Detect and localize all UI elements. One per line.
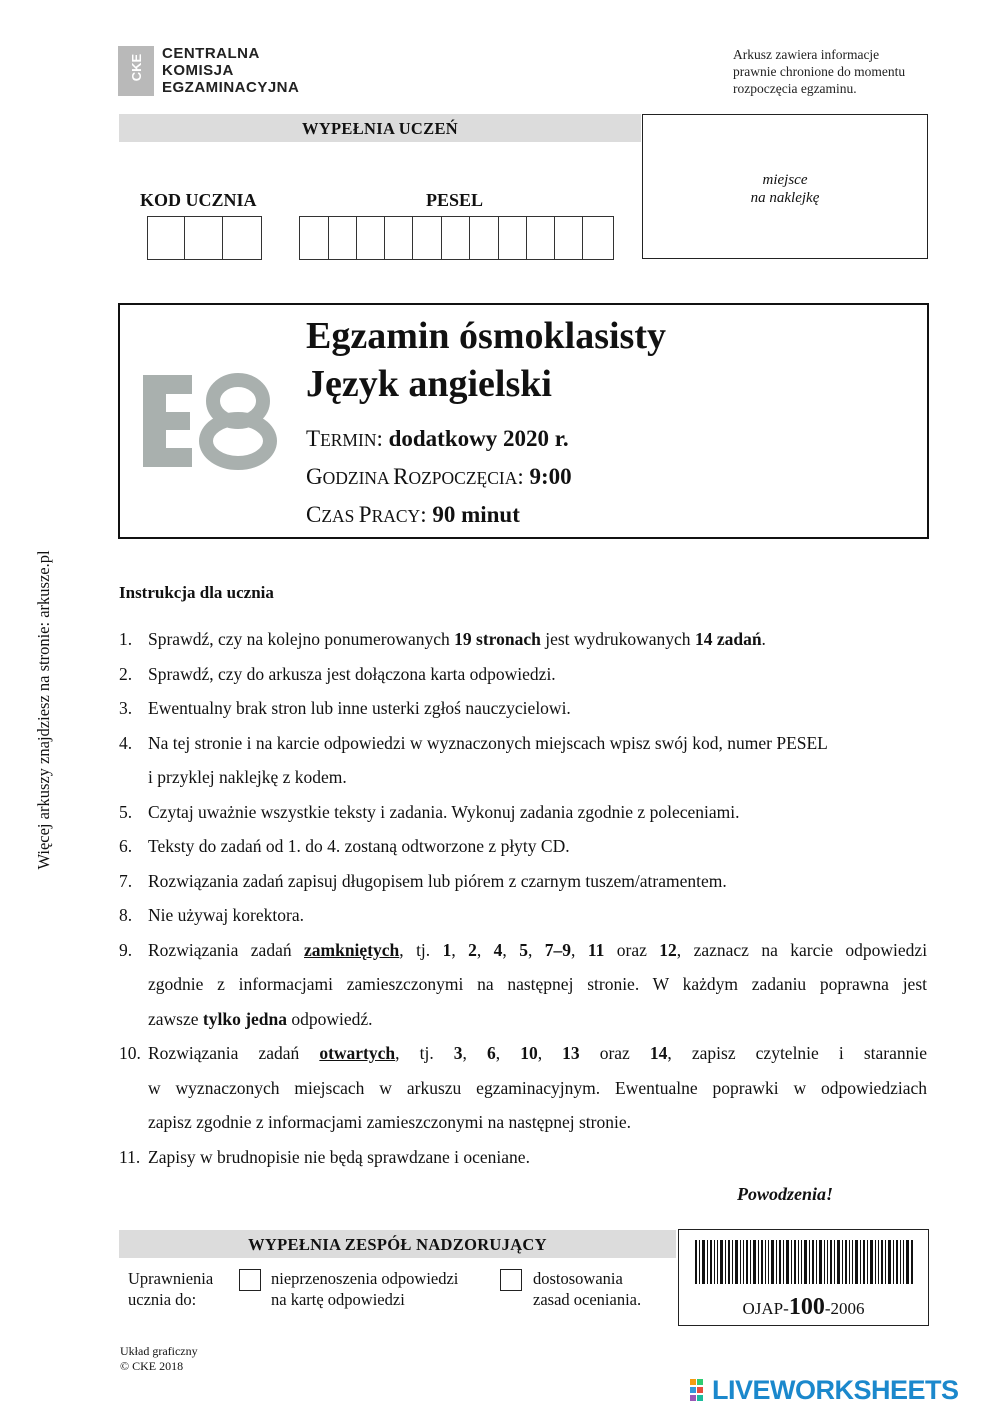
kod-box[interactable] (223, 217, 261, 259)
instructions-heading: Instrukcja dla ucznia (119, 583, 274, 602)
kod-ucznia-label: KOD UCZNIA (140, 190, 257, 210)
pesel-box[interactable] (499, 217, 527, 259)
pesel-box[interactable] (300, 217, 329, 259)
pesel-box[interactable] (555, 217, 583, 259)
exam-name: Egzamin ósmoklasisty (306, 315, 666, 357)
cke-line-2: KOMISJA (162, 62, 234, 79)
list-item: 1. Sprawdź, czy na kolejno ponumerowanych 19 stronach jest wydrukowanych 14 zadań. (119, 629, 766, 649)
exam-subject: Język angielski (306, 363, 552, 405)
pesel-box[interactable] (385, 217, 413, 259)
nieprzenoszenia-label: nieprzenoszenia odpowiedzi na kartę odpowiedzi (271, 1269, 459, 1309)
pesel-box[interactable] (413, 217, 442, 259)
list-item: 3. Ewentualny brak stron lub inne usterki zgłoś nauczycielowi. (119, 698, 571, 718)
pesel-box[interactable] (527, 217, 556, 259)
liveworksheets-text: LIVEWORKSHEETS (712, 1374, 959, 1405)
kod-box[interactable] (185, 217, 222, 259)
e8-logo-text: E8 (40, 272, 42, 273)
kod-ucznia-field[interactable] (147, 216, 262, 260)
dostosowania-checkbox[interactable] (500, 1269, 522, 1291)
list-item: 7. Rozwiązania zadań zapisuj długopisem lub piórem z czarnym tuszem/atramentem. (119, 870, 727, 891)
time-value: 90 minut (432, 502, 520, 527)
nieprzenoszenia-checkbox[interactable] (239, 1269, 261, 1291)
exam-code: OJAP-100-2006 (742, 1294, 865, 1320)
start-value: 9:00 (529, 464, 572, 489)
e8-logo-icon (40, 272, 278, 470)
list-item: 5. Czytaj uważnie wszystkie teksty i zadania. Wykonuj zadania zgodnie z poleceniami. (119, 801, 740, 822)
pesel-box[interactable] (583, 217, 613, 259)
cke-line-3: EGZAMINACYJNA (162, 79, 300, 96)
term-line: TERMIN: dodatkowy 2020 r. (306, 426, 569, 451)
student-band: WYPEŁNIA UCZEŃ (119, 114, 641, 142)
list-item: 9. Rozwiązania zadań zamkniętych, tj. 1, 2, 4, 5, 7–9, 11 oraz 12, zaznacz na karcie odpowiedzi zgodnie z informacjami zamieszczonymi na następnej stronie. W każdym zadaniu poprawna jest zawsze tylko jedna odpowiedź. (119, 939, 928, 1029)
pesel-box[interactable] (329, 217, 357, 259)
cke-logo (118, 46, 328, 98)
pesel-box[interactable] (442, 217, 470, 259)
pesel-box[interactable] (357, 217, 386, 259)
list-item: 10. Rozwiązania zadań otwartych, tj. 3, 6, 10, 13 oraz 14, zapisz czytelnie i starannie w wyznaczonych miejscach w arkuszu egzaminacyjnym. Ewentualne poprawki w odpowiedziach zapisz zgodnie z informacjami zamieszczonymi na następnej stronie. (119, 1043, 927, 1132)
dostosowania-label: dostosowania zasad oceniania. (533, 1269, 642, 1309)
legal-note: Arkusz zawiera informacje prawnie chronione do momentu rozpoczęcia egzaminu. (733, 47, 906, 96)
exam-title (306, 312, 666, 408)
pesel-label: PESEL (426, 190, 484, 210)
term-value: dodatkowy 2020 r. (388, 426, 569, 451)
sticker-label-1: miejsce (762, 172, 808, 188)
instructions-list (119, 622, 927, 1174)
kod-box[interactable] (148, 217, 185, 259)
list-item: 11. Zapisy w brudnopisie nie będą sprawdzane i oceniane. (119, 1146, 530, 1167)
list-item: 8. Nie używaj korektora. (119, 905, 304, 925)
cke-mark-icon: CKE (118, 46, 154, 96)
pesel-box[interactable] (470, 217, 499, 259)
good-luck-text: Powodzenia! (737, 1184, 834, 1204)
start-line: GODZINA ROZPOCZĘCIA: 9:00 (306, 464, 572, 489)
supervisor-band: WYPEŁNIA ZESPÓŁ NADZORUJĄCY (119, 1230, 676, 1258)
pesel-field[interactable] (299, 216, 614, 260)
barcode-icon (695, 1240, 913, 1284)
cke-line-1: CENTRALNA (162, 45, 260, 62)
sticker-label-2: na naklejkę (750, 190, 820, 206)
list-item: 6. Teksty do zadań od 1. do 4. zostaną odtworzone z płyty CD. (119, 836, 570, 856)
list-item: 2. Sprawdź, czy do arkusza jest dołączona karta odpowiedzi. (119, 663, 556, 684)
sticker-box (642, 114, 928, 259)
barcode-box (678, 1229, 929, 1326)
liveworksheets-icon (690, 1378, 710, 1402)
time-line: CZAS PRACY: 90 minut (306, 502, 520, 527)
layout-note: Układ graficzny © CKE 2018 (120, 1344, 198, 1373)
list-item: 4. Na tej stronie i na karcie odpowiedzi w wyznaczonych miejscach wpisz swój kod, numer PESEL i przyklej naklejkę z kodem. (119, 732, 828, 787)
liveworksheets-logo[interactable] (690, 1375, 959, 1405)
rights-label: Uprawnienia ucznia do: (128, 1269, 214, 1309)
